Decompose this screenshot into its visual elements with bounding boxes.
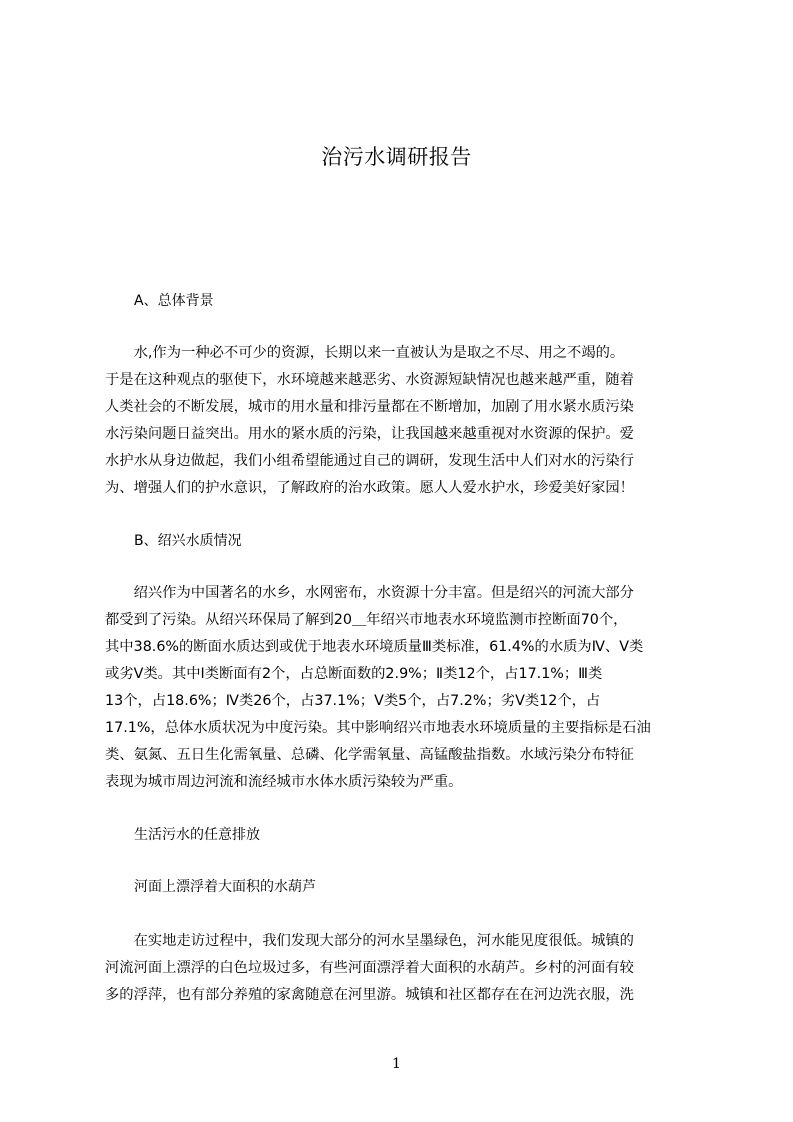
paragraph-water-hyacinth: [105, 928, 698, 1009]
text-line: 水污染问题日益突出。用水的紧水质的污染，让我国越来越重视对水资源的保护。爱: [105, 426, 634, 442]
text-line: 表现为城市周边河流和流经城市水体水质污染较为严重。: [105, 774, 463, 790]
section-heading-shaoxing-water: B、绍兴水质情况: [134, 533, 242, 549]
page-number: 1: [392, 1056, 401, 1072]
text-line: 于是在这种观点的驱使下，水环境越来越恶劣、水资源短缺情况也越来越严重，随着: [105, 372, 634, 388]
text-line: 人类社会的不断发展，城市的用水量和排污量都在不断增加，加剧了用水紧水质污染: [105, 399, 634, 415]
section-heading-water-hyacinth: 河面上漂浮着大面积的水葫芦: [134, 879, 316, 895]
text-line: 17.1%，总体水质状况为中度污染。其中影响绍兴市地表水环境质量的主要指标是石油: [105, 720, 651, 736]
text-line: 为、增强人们的护水意识，了解政府的治水政策。愿人人爱水护水，珍爱美好家园！: [105, 480, 634, 496]
text-line: 类、氨氮、五日生化需氧量、总磷、化学需氧量、高锰酸盐指数。水域污染分布特征: [105, 747, 634, 763]
text-line: 绍兴作为中国著名的水乡，水网密布，水资源十分丰富。但是绍兴的河流大部分: [105, 585, 634, 601]
paragraph-shaoxing-water: [105, 580, 698, 796]
text-line: 其中38.6%的断面水质达到或优于地表水环境质量Ⅲ类标准，61.4%的水质为Ⅳ、Ⅴ类: [105, 639, 644, 655]
page-title: 治污水调研报告: [321, 145, 472, 169]
section-heading-background: A、总体背景: [134, 293, 214, 309]
section-heading-sewage-discharge: 生活污水的任意排放: [134, 827, 260, 843]
text-line: 多的浮萍，也有部分养殖的家禽随意在河里游。城镇和社区都存在在河边洗衣服，洗: [105, 987, 634, 1003]
text-line: 13个，占18.6%；Ⅳ类26个，占37.1%；Ⅴ类5个，占7.2%；劣Ⅴ类12个，占: [105, 693, 601, 709]
text-line: 河流河面上漂浮的白色垃圾过多，有些河面漂浮着大面积的水葫芦。乡村的河面有较: [105, 960, 634, 976]
text-line: 或劣Ⅴ类。其中Ⅰ类断面有2个，占总断面数的2.9%；Ⅱ类12个，占17.1%；Ⅲ类: [105, 666, 603, 682]
paragraph-background: [105, 340, 698, 502]
text-line: 都受到了污染。从绍兴环保局了解到20＿年绍兴市地表水环境监测市控断面70个，: [105, 612, 628, 628]
text-line: 水护水从身边做起，我们小组希望能通过自己的调研，发现生活中人们对水的污染行: [105, 453, 634, 469]
text-line: 在实地走访过程中，我们发现大部分的河水呈墨绿色，河水能见度很低。城镇的: [105, 933, 634, 949]
text-line: 水,作为一种必不可少的资源，长期以来一直被认为是取之不尽、用之不竭的。: [105, 345, 625, 361]
